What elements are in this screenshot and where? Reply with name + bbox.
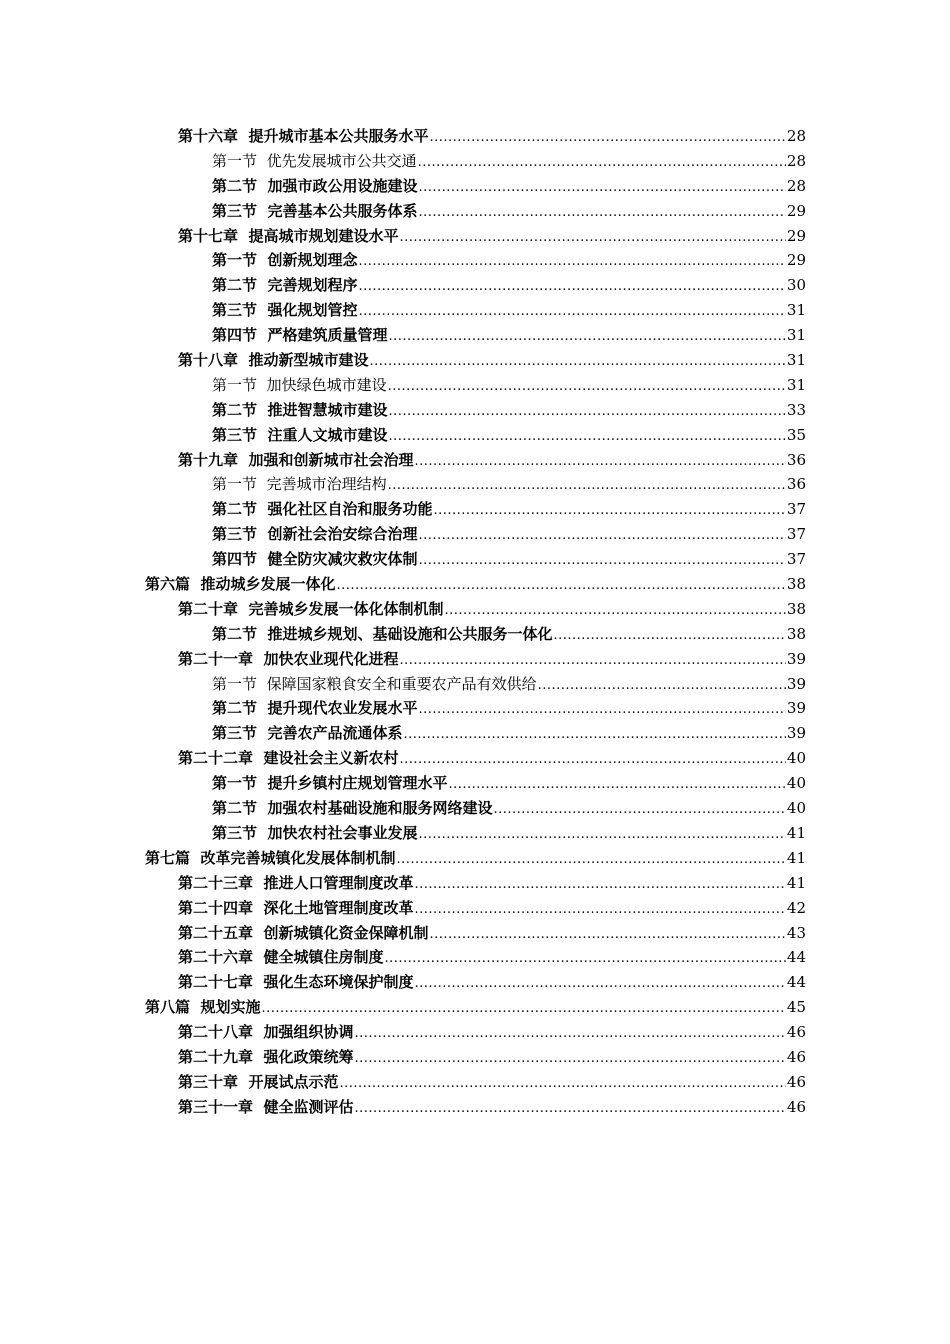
- toc-page-number: 46: [786, 1023, 806, 1042]
- toc-page-number: 36: [786, 450, 806, 469]
- toc-page-number: 31: [786, 351, 806, 370]
- toc-entry-title: 注重人文城市建设: [267, 425, 388, 444]
- toc-entry-number: 第二十六章: [178, 948, 254, 967]
- toc-entry-number: 第二节: [212, 276, 258, 295]
- toc-entry-number: 第二节: [212, 176, 258, 195]
- toc-entry-number: 第二节: [212, 624, 258, 643]
- toc-chapter-entry[interactable]: [178, 1070, 806, 1095]
- toc-page-number: 31: [786, 375, 806, 394]
- toc-entry-number: 第一节: [212, 475, 258, 494]
- toc-entry-number: 第一节: [212, 151, 258, 170]
- toc-section-entry[interactable]: [212, 323, 806, 348]
- toc-page-number: 28: [786, 176, 806, 195]
- toc-entry-title: 强化规划管控: [267, 301, 358, 320]
- toc-page-number: 36: [786, 475, 806, 494]
- toc-chapter-entry[interactable]: [178, 448, 806, 473]
- toc-entry-title: 严格建筑质量管理: [267, 326, 388, 345]
- toc-entry-title: 提高城市规划建设水平: [248, 226, 399, 245]
- toc-chapter-entry[interactable]: [178, 124, 806, 149]
- toc-dot-leader: [444, 599, 785, 624]
- toc-entry-number: 第六篇: [145, 575, 191, 594]
- toc-entry-number: 第二十八章: [178, 1023, 254, 1042]
- toc-entry-title: 提升城市基本公共服务水平: [248, 127, 429, 145]
- toc-entry-number: 第十九章: [178, 450, 239, 469]
- toc-section-entry[interactable]: [212, 174, 806, 199]
- toc-dot-leader: [418, 201, 785, 226]
- toc-entry-title: 创新社会治安综合治理: [267, 525, 418, 544]
- toc-entry-title: 加快农村社会事业发展: [267, 823, 418, 842]
- toc-dot-leader: [358, 300, 785, 325]
- toc-chapter-entry[interactable]: [178, 970, 806, 995]
- toc-entry-number: 第七篇: [145, 848, 191, 867]
- toc-dot-leader: [448, 773, 785, 798]
- toc-page-number: 38: [786, 575, 806, 594]
- toc-page-number: 41: [786, 823, 806, 842]
- toc-entry-number: 第二节: [212, 699, 258, 718]
- toc-entry-title: 强化生态环境保护制度: [263, 973, 414, 992]
- toc-entry-title: 创新规划理念: [267, 251, 358, 270]
- toc-section-entry[interactable]: [212, 298, 806, 323]
- toc-dot-leader: [388, 400, 785, 425]
- toc-entry-title: 健全防灾减灾救灾体制: [267, 550, 418, 569]
- toc-section-entry[interactable]: [212, 796, 806, 821]
- toc-chapter-entry[interactable]: [178, 871, 806, 896]
- toc-dot-leader: [388, 474, 786, 499]
- toc-chapter-entry[interactable]: [178, 1045, 806, 1070]
- toc-entry-number: 第一节: [212, 251, 258, 270]
- toc-entry-title: 强化政策统筹: [263, 1047, 354, 1066]
- toc-entry-number: 第二十九章: [178, 1047, 254, 1066]
- toc-entry-number: 第三节: [212, 425, 258, 444]
- toc-dot-leader: [354, 1097, 785, 1122]
- toc-page-number: 45: [786, 998, 806, 1017]
- toc-entry-title: 提升乡镇村庄规划管理水平: [267, 774, 448, 793]
- toc-chapter-entry[interactable]: [178, 597, 806, 622]
- toc-dot-leader: [414, 450, 785, 475]
- toc-page-number: 37: [786, 525, 806, 544]
- toc-dot-leader: [388, 325, 785, 350]
- toc-section-entry[interactable]: [212, 497, 806, 522]
- toc-dot-leader: [336, 574, 785, 599]
- toc-entry-number: 第二节: [212, 799, 258, 818]
- toc-page-number: 39: [786, 649, 806, 668]
- toc-section-entry[interactable]: [212, 696, 806, 721]
- toc-entry-title: 完善农产品流通体系: [267, 724, 403, 743]
- toc-entry-title: 推进城乡规划、基础设施和公共服务一体化: [267, 624, 553, 643]
- toc-page-number: 43: [786, 923, 806, 942]
- toc-dot-leader: [553, 624, 785, 649]
- toc-entry-number: 第二十章: [178, 599, 239, 618]
- toc-entry-title: 健全城镇住房制度: [263, 948, 384, 967]
- toc-dot-leader: [354, 1047, 785, 1072]
- toc-part-entry[interactable]: [145, 572, 806, 597]
- toc-dot-leader: [399, 649, 785, 674]
- toc-page-number: 41: [786, 873, 806, 892]
- toc-page-number: 29: [786, 201, 806, 220]
- toc-entry-title: 改革完善城镇化发展体制机制: [200, 848, 396, 867]
- toc-entry-title: 完善基本公共服务体系: [267, 201, 418, 220]
- toc-entry-number: 第二节: [212, 500, 258, 519]
- toc-dot-leader: [538, 674, 786, 699]
- toc-entry-number: 第三节: [212, 823, 258, 842]
- toc-page-number: 37: [786, 500, 806, 519]
- toc-entry-number: 第一节: [212, 674, 258, 693]
- toc-entry-title: 深化土地管理制度改革: [263, 898, 414, 917]
- toc-dot-leader: [418, 151, 786, 176]
- toc-entry-title: 强化社区自治和服务功能: [267, 500, 433, 519]
- toc-dot-leader: [493, 798, 785, 823]
- toc-dot-leader: [384, 947, 785, 972]
- toc-page-number: 37: [786, 550, 806, 569]
- toc-entry-title: 优先发展城市公共交通: [266, 151, 417, 170]
- toc-entry-title: 加强和创新城市社会治理: [248, 450, 414, 469]
- toc-dot-leader: [418, 176, 785, 201]
- toc-entry-number: 第三节: [212, 724, 258, 743]
- toc-entry-number: 第二十三章: [178, 873, 254, 892]
- toc-dot-leader: [418, 524, 785, 549]
- toc-section-entry[interactable]: [212, 248, 806, 273]
- toc-chapter-entry[interactable]: [178, 1095, 806, 1120]
- toc-dot-leader: [403, 723, 785, 748]
- toc-page-number: 46: [786, 1097, 806, 1116]
- toc-dot-leader: [418, 549, 785, 574]
- toc-section-entry[interactable]: [212, 273, 806, 298]
- toc-page-number: 35: [786, 425, 806, 444]
- toc-dot-leader: [388, 375, 786, 400]
- toc-section-entry[interactable]: [212, 423, 806, 448]
- toc-chapter-entry[interactable]: [178, 647, 806, 672]
- toc-entry-number: 第三十章: [178, 1072, 239, 1091]
- toc-dot-leader: [429, 126, 785, 151]
- toc-dot-leader: [261, 997, 785, 1022]
- toc-entry-number: 第四节: [212, 550, 258, 569]
- toc-entry-number: 第三节: [212, 301, 258, 320]
- toc-dot-leader: [399, 748, 785, 773]
- toc-entry-number: 第十七章: [178, 226, 239, 245]
- toc-chapter-entry[interactable]: [178, 921, 806, 946]
- toc-entry-title: 保障国家粮食安全和重要农产品有效供给: [266, 674, 537, 693]
- toc-entry-title: 完善规划程序: [267, 276, 358, 295]
- toc-page-number: 31: [786, 326, 806, 345]
- toc-chapter-entry[interactable]: [178, 896, 806, 921]
- toc-chapter-entry[interactable]: [178, 1020, 806, 1045]
- toc-chapter-entry[interactable]: [178, 224, 806, 249]
- toc-entry-title: 创新城镇化资金保障机制: [263, 923, 429, 942]
- toc-page-number: 39: [786, 724, 806, 743]
- toc-page-number: 28: [786, 127, 806, 145]
- toc-dot-leader: [358, 275, 785, 300]
- toc-chapter-entry[interactable]: [178, 945, 806, 970]
- toc-entry-title: 加快绿色城市建设: [266, 375, 387, 394]
- toc-entry-number: 第二十七章: [178, 973, 254, 992]
- toc-page-number: 31: [786, 301, 806, 320]
- toc-entry-number: 第二十五章: [178, 923, 254, 942]
- toc-dot-leader: [354, 1022, 785, 1047]
- toc-entry-number: 第二节: [212, 400, 258, 419]
- toc-section-entry[interactable]: [212, 821, 806, 846]
- toc-entry-title: 提升现代农业发展水平: [267, 699, 418, 718]
- toc-section-entry[interactable]: [212, 472, 806, 497]
- toc-dot-leader: [388, 425, 785, 450]
- toc-entry-number: 第二十一章: [178, 649, 254, 668]
- toc-dot-leader: [358, 250, 785, 275]
- toc-page-number: 42: [786, 898, 806, 917]
- toc-page-number: 46: [786, 1072, 806, 1091]
- toc-entry-title: 完善城市治理结构: [266, 475, 387, 494]
- toc-entry-number: 第二十二章: [178, 749, 254, 768]
- toc-section-entry[interactable]: [212, 622, 806, 647]
- toc-section-entry[interactable]: [212, 547, 806, 572]
- toc-page-number: 39: [786, 699, 806, 718]
- toc-section-entry[interactable]: [212, 149, 806, 174]
- toc-section-entry[interactable]: [212, 771, 806, 796]
- toc-section-entry[interactable]: [212, 672, 806, 697]
- table-of-contents: [0, 124, 950, 1120]
- toc-section-entry[interactable]: [212, 199, 806, 224]
- toc-dot-leader: [414, 898, 785, 923]
- toc-dot-leader: [414, 873, 785, 898]
- toc-entry-number: 第一节: [212, 774, 258, 793]
- toc-dot-leader: [418, 698, 785, 723]
- toc-page-number: 39: [786, 674, 806, 693]
- toc-entry-number: 第十八章: [178, 351, 239, 370]
- toc-part-entry[interactable]: [145, 995, 806, 1020]
- toc-page-number: 29: [786, 251, 806, 270]
- toc-dot-leader: [414, 972, 785, 997]
- toc-page-number: 40: [786, 799, 806, 818]
- toc-page-number: 40: [786, 749, 806, 768]
- toc-section-entry[interactable]: [212, 721, 806, 746]
- toc-entry-title: 健全监测评估: [263, 1097, 354, 1116]
- toc-entry-number: 第三十一章: [178, 1097, 254, 1116]
- toc-page-number: 40: [786, 774, 806, 793]
- toc-entry-number: 第十六章: [178, 127, 239, 145]
- toc-entry-number: 第二十四章: [178, 898, 254, 917]
- toc-page-number: 38: [786, 624, 806, 643]
- toc-entry-title: 推进人口管理制度改革: [263, 873, 414, 892]
- toc-entry-title: 建设社会主义新农村: [263, 749, 399, 768]
- toc-dot-leader: [369, 350, 785, 375]
- toc-chapter-entry[interactable]: [178, 746, 806, 771]
- toc-entry-title: 规划实施: [200, 998, 261, 1017]
- toc-dot-leader: [339, 1072, 785, 1097]
- toc-page-number: 41: [786, 848, 806, 867]
- toc-section-entry[interactable]: [212, 522, 806, 547]
- toc-entry-number: 第八篇: [145, 998, 191, 1017]
- toc-entry-title: 推动城乡发展一体化: [200, 575, 336, 594]
- toc-entry-number: 第一节: [212, 375, 258, 394]
- toc-page-number: 38: [786, 599, 806, 618]
- toc-section-entry[interactable]: [212, 373, 806, 398]
- toc-dot-leader: [399, 226, 785, 251]
- toc-page-number: 33: [786, 400, 806, 419]
- toc-part-entry[interactable]: [145, 846, 806, 871]
- toc-page-number: 46: [786, 1047, 806, 1066]
- toc-section-entry[interactable]: [212, 398, 806, 423]
- toc-page-number: 29: [786, 226, 806, 245]
- toc-entry-title: 加强农村基础设施和服务网络建设: [267, 799, 493, 818]
- toc-page-number: 44: [786, 948, 806, 967]
- toc-entry-number: 第四节: [212, 326, 258, 345]
- toc-dot-leader: [433, 499, 785, 524]
- toc-entry-title: 推进智慧城市建设: [267, 400, 388, 419]
- toc-entry-title: 完善城乡发展一体化体制机制: [248, 599, 444, 618]
- toc-dot-leader: [429, 923, 785, 948]
- toc-entry-title: 加快农业现代化进程: [263, 649, 399, 668]
- toc-entry-number: 第三节: [212, 525, 258, 544]
- toc-entry-title: 开展试点示范: [248, 1072, 339, 1091]
- toc-page-number: 28: [786, 151, 806, 170]
- toc-chapter-entry[interactable]: [178, 348, 806, 373]
- toc-dot-leader: [418, 823, 785, 848]
- toc-page-number: 30: [786, 276, 806, 295]
- toc-page-number: 44: [786, 973, 806, 992]
- toc-dot-leader: [396, 848, 785, 873]
- toc-entry-title: 推动新型城市建设: [248, 351, 369, 370]
- toc-entry-title: 加强市政公用设施建设: [267, 176, 418, 195]
- toc-entry-number: 第三节: [212, 201, 258, 220]
- toc-entry-title: 加强组织协调: [263, 1023, 354, 1042]
